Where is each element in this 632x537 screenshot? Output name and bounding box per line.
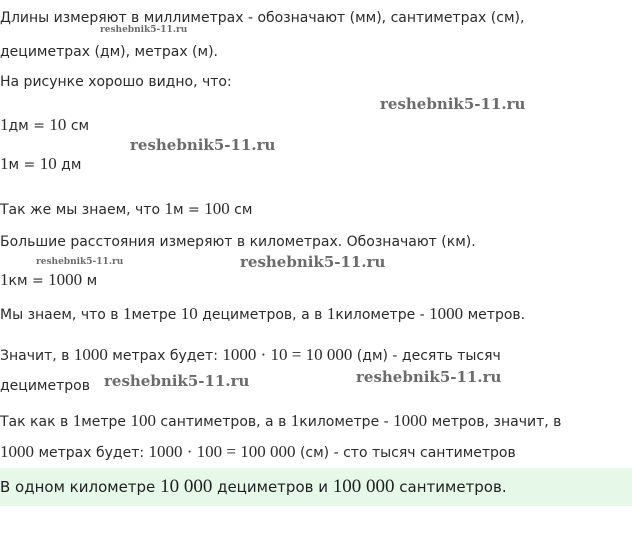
number: 1 (0, 270, 9, 289)
text: Мы знаем, что в (0, 307, 123, 323)
text-line: Длины измеряют в миллиметрах - обозначают (мм), сантиметрах (см), (0, 10, 525, 26)
number: 1000 (73, 345, 108, 364)
text: В одном километре (0, 478, 161, 496)
equation-line (0, 270, 97, 291)
text: метров. (463, 307, 526, 323)
unit-text: см (66, 118, 90, 134)
text: дециметров, а в (197, 307, 327, 323)
text-line: дециметрах (дм), метрах (м). (0, 44, 218, 60)
unit-text: км = (8, 273, 49, 289)
watermark: reshebnik5-11.ru (100, 25, 188, 35)
text-line: дециметров (0, 378, 90, 394)
text-line: Большие расстояния измеряют в километрах. Обозначают (км). (0, 234, 476, 250)
text: метре (81, 414, 131, 430)
number: 100 (130, 411, 156, 430)
equation-line (0, 154, 81, 175)
number: 100 000 (332, 476, 395, 497)
answer-text (0, 477, 507, 497)
number: 1000 (0, 442, 34, 461)
text: сантиметров, а в (155, 414, 291, 430)
text: дециметров и (212, 478, 333, 496)
number: 1 (72, 411, 82, 430)
watermark: reshebnik5-11.ru (130, 136, 276, 154)
unit-text: м = (172, 202, 205, 218)
number: 1000 (48, 270, 83, 289)
watermark: reshebnik5-11.ru (240, 253, 386, 271)
unit-text: м = (8, 157, 40, 173)
math-expression: 1000 · 100 = 100 000 (148, 442, 296, 461)
text: метрах будет: (34, 445, 149, 461)
text: метров, значит, в (427, 414, 562, 430)
number: 1 (122, 304, 132, 323)
text: Так как в (0, 414, 73, 430)
number: 1 (0, 115, 9, 134)
number: 1000 (393, 411, 428, 430)
number: 1 (290, 411, 300, 430)
text: сантиметров. (394, 478, 507, 496)
unit-text: см (229, 202, 253, 218)
text-line (0, 199, 252, 220)
unit-text: дм = (8, 118, 50, 134)
text: Так же мы знаем, что (0, 202, 165, 218)
text: метрах будет: (107, 348, 223, 364)
unit-text: дм (56, 157, 82, 173)
number: 10 (49, 115, 67, 134)
number: 10 000 (160, 476, 213, 497)
unit-text: м (82, 273, 98, 289)
text-line (0, 345, 501, 366)
number: 1 (164, 199, 173, 218)
number: 10 (180, 304, 198, 323)
number: 1 (0, 154, 9, 173)
text: километре - (299, 414, 394, 430)
number: 10 (39, 154, 57, 173)
number: 1 (326, 304, 336, 323)
text-line (0, 411, 561, 432)
watermark: reshebnik5-11.ru (104, 372, 250, 390)
text: километре - (335, 307, 430, 323)
text: (дм) - десять тысяч (352, 348, 501, 364)
text-line: На рисунке хорошо видно, что: (0, 74, 232, 90)
equation-line (0, 115, 89, 136)
watermark: reshebnik5-11.ru (356, 368, 502, 386)
number: 1000 (429, 304, 464, 323)
text: (см) - сто тысяч сантиметров (295, 445, 516, 461)
math-expression: 1000 · 10 = 10 000 (222, 345, 353, 364)
number: 100 (204, 199, 230, 218)
answer-box (0, 468, 632, 506)
text-line (0, 442, 516, 463)
watermark: reshebnik5-11.ru (36, 257, 124, 267)
text: Значит, в (0, 348, 74, 364)
text: метре (131, 307, 181, 323)
text-line (0, 304, 525, 325)
watermark: reshebnik5-11.ru (380, 95, 526, 113)
